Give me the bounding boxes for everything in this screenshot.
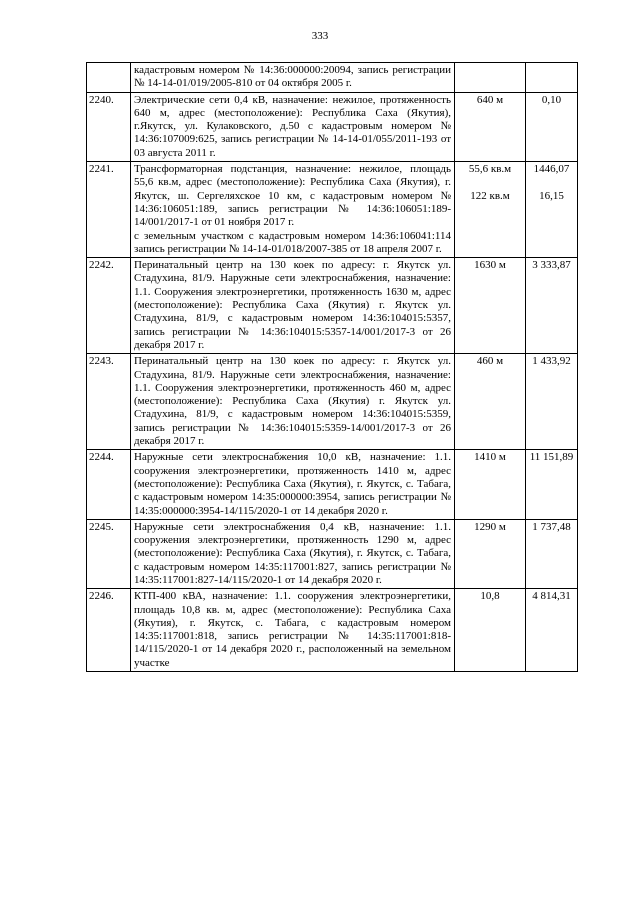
item-number: 2241.	[87, 162, 131, 258]
item-description-cell	[131, 63, 455, 93]
item-quantity-cell	[455, 450, 526, 519]
item-description: Электрические сети 0,4 кВ, назначение: нежилое, протяженность 640 м, адрес (местоположение): Республика Саха (Якутия), г.Якутск, ул. Кулаковского, д.50 с кадастровым номером № 14:36:107009:625, запись регистрации № 14-14-01/055/2011-193 от 03 августа 2011 г.	[134, 93, 451, 159]
item-value-cell	[526, 589, 578, 672]
item-description-cell	[131, 519, 455, 588]
item-description: Трансформаторная подстанция, назначение: нежилое, площадь 55,6 кв.м, адрес (местоположение): Республика Саха (Якутия), г. Якутск, ш. Сергеляхское 10 км, с кадастровым номером № 14:36:106051:189, запись регистрации № 14:36:106051:189-14/001/2017-1 от 01 ноября 2017 г.	[134, 163, 451, 229]
item-value-cell	[526, 450, 578, 519]
item-number: 2246.	[87, 589, 131, 672]
item-value: 1446,07	[533, 163, 570, 176]
item-value: 4 814,31	[532, 590, 571, 603]
item-quantity-cell	[455, 162, 526, 258]
item-description: КТП-400 кВА, назначение: 1.1. сооружения электроэнергетики, площадь 10,8 кв. м, адрес (местоположение): Республика Саха (Якутия), г. Якутск, с. Табага, с кадастровым номером 14:35:117001:818, запись регистрации № 14:35:117001:818-14/115/2020-1 от 14 декабря 2020 г., расположенный на земельном участке	[134, 590, 451, 669]
item-number: 2244.	[87, 450, 131, 519]
item-value: 1 433,92	[532, 355, 571, 368]
item-quantity: 1290 м	[474, 520, 506, 533]
item-description: Наружные сети электроснабжения 0,4 кВ, назначение: 1.1. сооружения электроэнергетики, протяженность 1290 м, адрес (местоположение): Республика Саха (Якутия), г. Якутск, с. Табага, с кадастровым номером 14:35:117001:827, запись регистрации № 14:35:117001:827-14/115/2020-1 от 14 декабря 2020 г.	[134, 520, 451, 586]
table-row	[87, 354, 578, 450]
item-description: кадастровым номером № 14:36:000000:20094, запись регистрации № 14-14-01/019/2005-810 от 04 октября 2005 г.	[134, 64, 451, 90]
item-value-cell	[526, 162, 578, 258]
item-value-cell	[526, 63, 578, 93]
table-row	[87, 258, 578, 354]
table-row	[87, 92, 578, 161]
item-number: 2245.	[87, 519, 131, 588]
item-description: Перинатальный центр на 130 коек по адресу: г. Якутск ул. Стадухина, 81/9. Наружные сети электроснабжения, назначение: 1.1. Сооружения электроэнергетики, протяженность 1630 м, адрес (местоположение): Республика Саха (Якутия) г. Якутск ул. Стадухина, 81/9, с кадастровым номером 14:36:104015:5357, запись регистрации № 14:36:104015:5357-14/001/2017-3 от 26 декабря 2017 г.	[134, 259, 451, 351]
table-row	[87, 63, 578, 93]
registry-body	[87, 63, 578, 672]
item-value: 11 151,89	[529, 451, 574, 464]
item-description: Перинатальный центр на 130 коек по адресу: г. Якутск ул. Стадухина, 81/9. Наружные сети электроснабжения, назначение: 1.1. Сооружения электроэнергетики, протяженность 460 м, адрес (местоположение): Республика Саха (Якутия) г. Якутск ул. Стадухина, 81/9, с кадастровым номером 14:36:104015:5359, запись регистрации № 14:36:104015:5359-14/001/2017-3 от 26 декабря 2017 г.	[134, 355, 451, 448]
item-quantity-cell	[455, 258, 526, 354]
part-spacer	[529, 176, 574, 190]
part-spacer	[458, 176, 522, 190]
item-value: 1 737,48	[532, 520, 571, 533]
item-value: 16,15	[539, 190, 564, 203]
item-quantity: 460 м	[476, 355, 504, 368]
table-row	[87, 589, 578, 672]
item-number: 2243.	[87, 354, 131, 450]
item-description-cell	[131, 162, 455, 258]
page-number: 333	[311, 30, 329, 42]
item-number: 2240.	[87, 92, 131, 161]
item-quantity-cell	[455, 63, 526, 93]
item-quantity: 1630 м	[474, 259, 506, 272]
item-description-cell	[131, 258, 455, 354]
item-number: 2242.	[87, 258, 131, 354]
item-quantity-cell	[455, 354, 526, 450]
item-value-cell	[526, 354, 578, 450]
item-quantity: 640 м	[476, 93, 504, 106]
item-quantity: 1410 м	[474, 451, 506, 464]
item-value-cell	[526, 92, 578, 161]
item-description-cell	[131, 354, 455, 450]
table-row	[87, 450, 578, 519]
item-description: с земельным участком с кадастровым номером 14:36:106041:114 запись регистрации № 14-14-01/018/2007-385 от 18 апреля 2007 г.	[134, 229, 451, 255]
item-description-cell	[131, 589, 455, 672]
property-registry-table	[86, 62, 578, 672]
item-value-cell	[526, 519, 578, 588]
item-quantity-cell	[455, 519, 526, 588]
table-row	[87, 162, 578, 258]
item-quantity: 55,6 кв.м	[468, 163, 512, 176]
item-description-cell	[131, 92, 455, 161]
item-quantity: 10,8	[480, 590, 500, 603]
item-value: 3 333,87	[532, 259, 571, 272]
table-row	[87, 519, 578, 588]
item-quantity-cell	[455, 92, 526, 161]
item-number	[87, 63, 131, 93]
item-value-cell	[526, 258, 578, 354]
item-value: 0,10	[541, 93, 562, 106]
item-quantity-cell	[455, 589, 526, 672]
item-description: Наружные сети электроснабжения 10,0 кВ, назначение: 1.1. сооружения электроэнергетики, протяженность 1410 м, адрес (местоположение): Республика Саха (Якутия), г. Якутск, с. Табага, с кадастровым номером 14:35:000000:3954, запись регистрации № 14:35:000000:3954-14/115/2020-1 от 14 декабря 2020 г.	[134, 451, 451, 517]
item-description-cell	[131, 450, 455, 519]
item-quantity: 122 кв.м	[470, 190, 510, 203]
